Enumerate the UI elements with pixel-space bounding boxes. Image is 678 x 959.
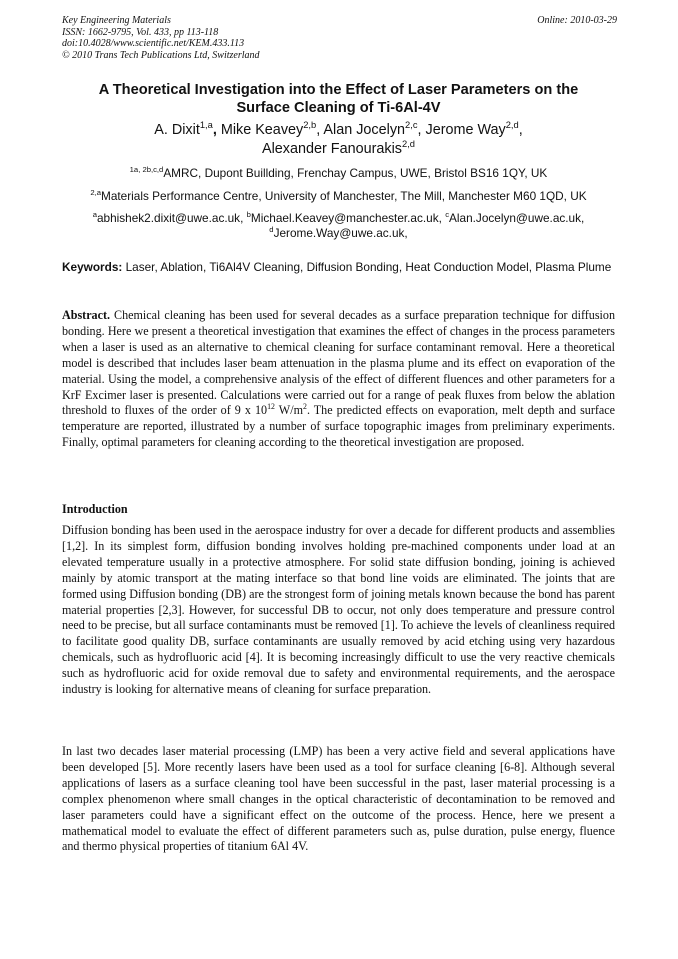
- author-name: Alan Jocelyn: [323, 122, 406, 138]
- email-mark: c: [445, 210, 450, 220]
- author-affil-mark: 2,c: [405, 120, 418, 131]
- email-c[interactable]: Alan.Jocelyn@uwe.ac.uk,: [449, 211, 585, 225]
- abstract-label: Abstract.: [62, 308, 111, 322]
- introduction-heading: Introduction: [62, 502, 128, 516]
- issn-line: ISSN: 1662-9795, Vol. 433, pp 113-118: [62, 26, 219, 38]
- email-a[interactable]: abhishek2.dixit@uwe.ac.uk,: [96, 211, 244, 225]
- abstract: [62, 308, 615, 451]
- title-line-1: A Theoretical Investigation into the Effect of Laser Parameters on the: [98, 82, 579, 98]
- copyright-line: © 2010 Trans Tech Publications Ltd, Switzerland: [62, 49, 260, 61]
- keywords: [62, 260, 615, 275]
- introduction-paragraph-1: Diffusion bonding has been used in the aerospace industry for over a decade for different products and assemblies [1,2]. In its simplest form, diffusion bonding involves holding pre-machined components under load at an elevated temperature usually in a protective atmosphere. For solid state diffusion bonding, joining is achieved mainly by atomic transport at the mating interface so that bond line voids are eliminated. The joints that are formed using Diffusion bonding (DB) are the strongest form of joining metals known because the bond has parent material properties [2,3]. However, for successful DB to occur, not only does temperature and pressure control need to be precise, but all surface contaminants must be removed [1]. To achieve the levels of cleanliness required to facilitate good quality DB, surface contaminants are usually removed by acid etching using very hazardous chemicals, such as hydrofluoric acid [4]. It is becoming increasingly difficult to use the very reactive chemicals such as hydrofluoric acid for oxide removal due to safety and environmental requirements, and the aerospace industry is looking for alternative means of cleaning for surface preparation.: [62, 523, 615, 697]
- author-list: A. Dixit$^{1,a}$, Mike Keavey$^{2,b}$, Alan Jocelyn$^{2,c}$, Jerome Way$^{2,d}$, Alexander Fanourakis$^{2,d}$: [154, 120, 523, 157]
- author-name: Jerome Way: [425, 122, 506, 138]
- author-affil-mark: 2,b: [303, 120, 317, 131]
- keywords-label: Keywords:: [62, 260, 123, 274]
- online-date: Online: 2010-03-29: [537, 15, 617, 26]
- affiliation-text: Materials Performance Centre, University of Manchester, The Mill, Manchester M60 1QD, UK: [101, 189, 587, 203]
- email-mark: a: [92, 210, 97, 220]
- affiliation-mark: 1a, 2b,c,d: [129, 165, 164, 175]
- keywords-text: Laser, Ablation, Ti6Al4V Cleaning, Diffusion Bonding, Heat Conduction Model, Plasma Plume: [125, 260, 612, 274]
- abstract-text: W/m: [274, 403, 303, 418]
- title-line-2: Surface Cleaning of Ti-6Al-4V: [236, 100, 441, 116]
- affiliation-1: [62, 166, 615, 181]
- author-affil-mark: 1,a: [199, 120, 213, 131]
- author-name: Alexander Fanourakis: [262, 141, 402, 157]
- author-affil-mark: 2,d: [402, 139, 415, 150]
- introduction-paragraph-2: In last two decades laser material processing (LMP) has been a very active field and several applications have been developed [5]. More recently lasers have been used as a tool for surface cleaning [6-8]. Although several applications of lasers as a surface cleaning tool have been successful in the past, laser material processing is a complex phenomenon where small changes in the optical characteristic of decontamination to be removed and laser parameters could have a significant effect on the outcome of the process. Hence, here we present a mathematical model to evaluate the effect of different parameters such as, pulse duration, pulse energy, fluence and thermo physical properties of titanium 6Al 4V.: [62, 744, 615, 854]
- affiliation-text: AMRC, Dupont Buillding, Frenchay Campus, UWE, Bristol BS16 1QY, UK: [163, 166, 548, 180]
- email-b[interactable]: Michael.Keavey@manchester.ac.uk,: [250, 211, 442, 225]
- abstract-text: Chemical cleaning has been used for several decades as a surface preparation technique for diffusion bonding. Here we present a theoretical investigation that examines the effect of changes in the process parameters when a laser is used as an alternative to chemical cleaning for surface contaminant removal. Here a theoretical model is described that includes laser beam attenuation in the plasma plume and its effect on evaporation of the material. Using the model, a comprehensive analysis of the effect of different fluences and other parameters for a KrF Excimer laser is presented. Calculations were carried out for a range of peak fluxes from below the ablation threshold to fluxes of the order of 9 x 10: [62, 308, 615, 418]
- email-list: [62, 211, 615, 240]
- email-mark: d: [269, 224, 274, 234]
- doi-line: doi:10.4028/www.scientific.net/KEM.433.113: [62, 38, 245, 49]
- journal-name: Key Engineering Materials: [62, 15, 171, 26]
- author-name: Mike Keavey: [220, 122, 304, 138]
- paper-title: [62, 81, 615, 117]
- journal-header: [62, 15, 617, 61]
- email-mark: b: [246, 210, 251, 220]
- exponent: 2: [303, 402, 307, 412]
- affiliation-2: [62, 189, 615, 204]
- abstract-text: . The predicted effects on evaporation, melt depth and surface temperature are reported, illustrated by a number of surface topographic images from preliminary experiments. Finally, optimal parameters for cleaning according to the theoretical investigation are proposed.: [62, 403, 615, 450]
- affiliation-mark: 2,a: [90, 188, 102, 198]
- author-affil-mark: 2,d: [505, 120, 519, 131]
- author-name: A. Dixit: [154, 122, 200, 138]
- email-d[interactable]: Jerome.Way@uwe.ac.uk,: [273, 225, 408, 240]
- exponent: 12: [267, 402, 275, 412]
